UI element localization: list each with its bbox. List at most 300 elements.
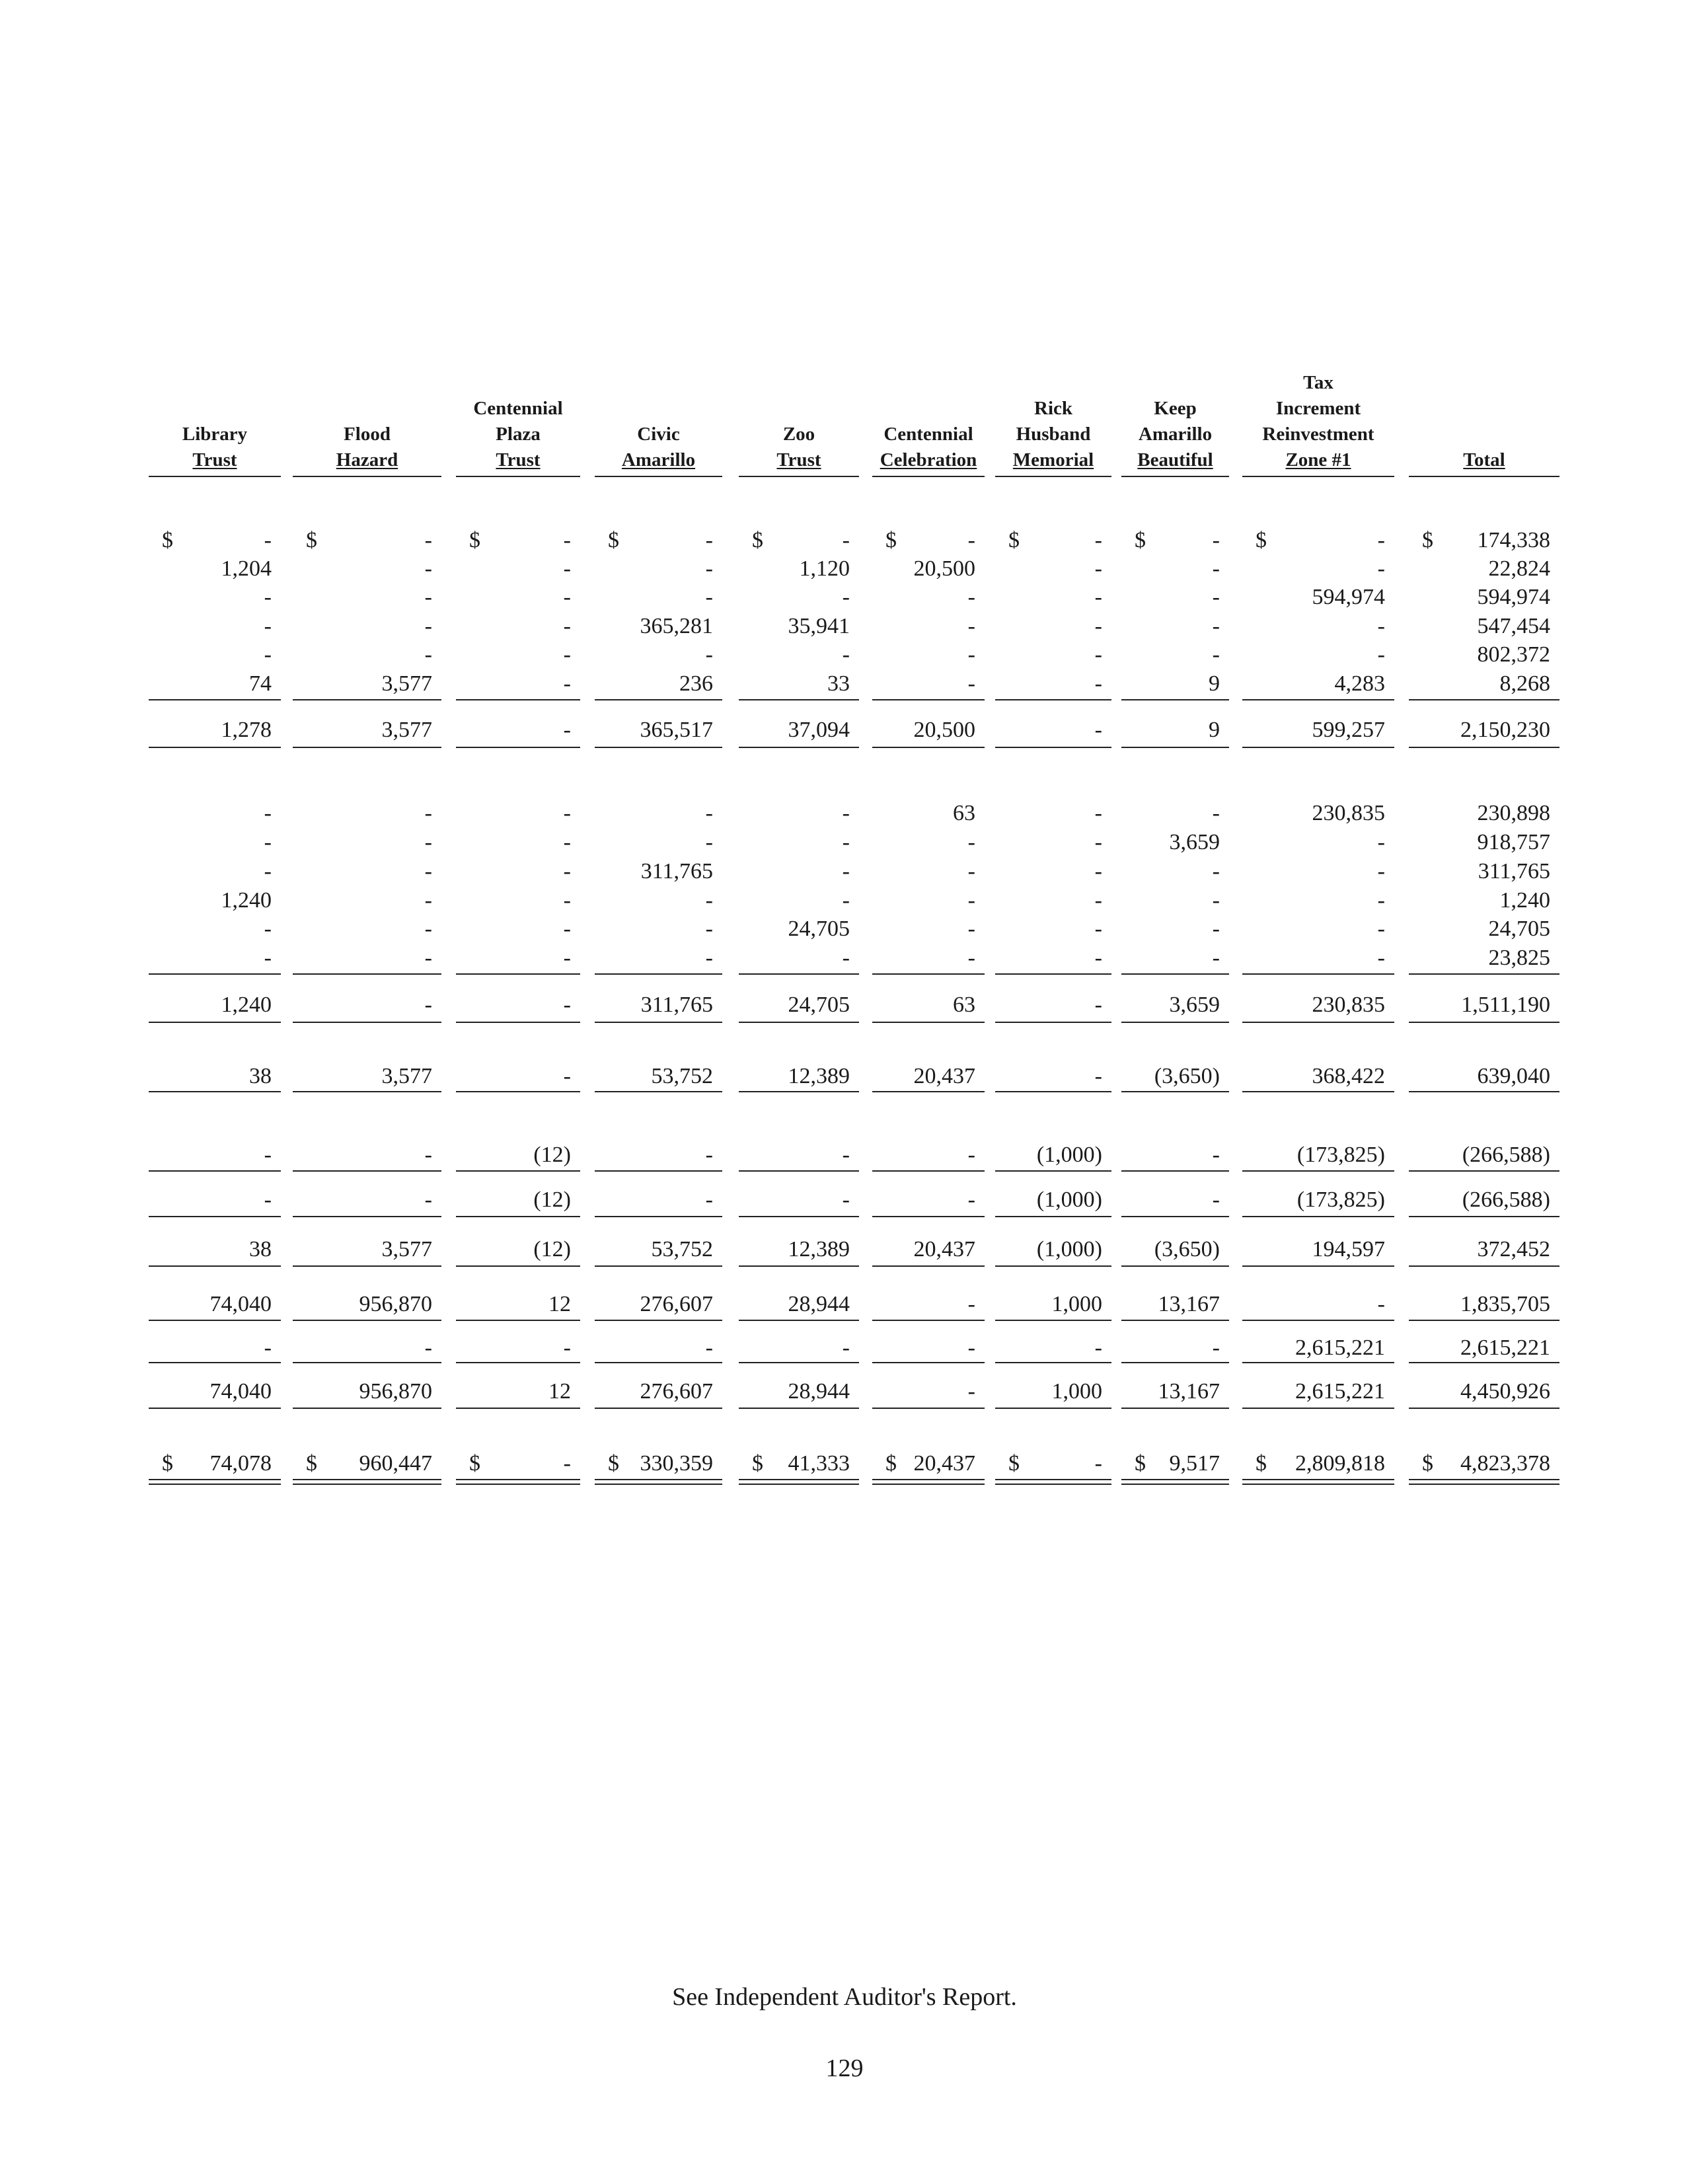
table-cell: - [1212,917,1220,941]
underline-rule [739,1320,859,1321]
underline-rule [1242,1265,1394,1267]
underline-rule [1409,973,1559,975]
underline-rule [456,1320,580,1321]
underline-rule [1242,699,1394,700]
table-cell: - [424,1187,432,1212]
table-cell: - [424,917,432,941]
underline-rule [595,1408,722,1409]
dollar-sign: $ [1135,1451,1146,1476]
table-cell: - [1212,1187,1220,1212]
table-cell: 63 [953,993,975,1017]
table-cell: - [424,642,432,667]
column-header-line: Amarillo [621,449,696,471]
header-rule [149,476,281,477]
table-cell: 230,835 [1312,801,1385,825]
table-cell: 13,167 [1158,1292,1220,1316]
table-cell: 3,577 [381,718,432,742]
underline-rule [739,1408,859,1409]
underline-rule [872,1216,985,1217]
dollar-sign: $ [1135,528,1146,552]
table-cell: - [563,830,571,854]
table-cell: 9 [1209,671,1220,696]
underline-rule [595,1170,722,1172]
underline-rule [872,1408,985,1409]
underline-rule [293,1022,441,1023]
table-cell: 37,094 [788,718,850,742]
underline-rule [149,1022,281,1023]
table-cell: - [563,556,571,581]
table-cell: - [264,1187,272,1212]
column-header-line: Centennial [883,424,973,445]
underline-rule [739,1091,859,1092]
table-cell: - [705,830,713,854]
table-cell: - [1094,614,1102,638]
table-cell: 13,167 [1158,1379,1220,1404]
table-cell: 918,757 [1477,830,1550,854]
underline-rule [456,1170,580,1172]
dollar-sign: $ [608,1451,619,1476]
table-cell: 53,752 [651,1237,713,1261]
table-cell: (1,000) [1036,1187,1102,1212]
table-cell: - [1377,614,1385,638]
table-cell: - [967,671,975,696]
underline-rule [456,1216,580,1217]
table-cell: 1,835,705 [1460,1292,1550,1316]
column-header-line: Tax [1303,372,1333,393]
table-cell: 33 [827,671,850,696]
table-cell: 372,452 [1477,1237,1550,1261]
underline-rule [1121,1216,1229,1217]
underline-rule [1242,1216,1394,1217]
underline-rule [995,1265,1111,1267]
table-cell: - [1094,671,1102,696]
table-cell: 2,150,230 [1460,718,1550,742]
table-cell: - [1212,1336,1220,1360]
table-cell: - [264,585,272,609]
table-cell: 63 [953,801,975,825]
underline-rule [595,1091,722,1092]
table-cell: 594,974 [1477,585,1550,609]
underline-rule [1242,1362,1394,1363]
underline-rule [149,1362,281,1363]
table-cell: - [842,830,850,854]
underline-rule [1121,973,1229,975]
table-cell: - [563,859,571,884]
table-cell: - [563,585,571,609]
double-underline-rule [293,1484,441,1485]
table-cell: - [1212,642,1220,667]
underline-rule [149,1265,281,1267]
table-cell: (12) [533,1187,571,1212]
underline-rule [149,699,281,700]
table-cell: - [705,801,713,825]
underline-rule [293,1408,441,1409]
table-cell: 28,944 [788,1292,850,1316]
table-cell: - [705,1187,713,1212]
table-cell: 12,389 [788,1237,850,1261]
underline-rule [995,1022,1111,1023]
table-cell: - [1094,718,1102,742]
table-cell: 1,240 [221,993,272,1017]
table-cell: - [1377,888,1385,913]
double-underline-rule [1242,1484,1394,1485]
table-cell: - [967,1379,975,1404]
underline-rule [1121,1362,1229,1363]
table-cell: (3,650) [1154,1064,1220,1088]
underline-rule [995,747,1111,748]
table-cell: - [563,801,571,825]
underline-rule [595,699,722,700]
table-cell: - [967,1187,975,1212]
table-cell: - [705,946,713,970]
underline-rule [995,1320,1111,1321]
underline-rule [149,1170,281,1172]
column-header-line: Amarillo [1138,424,1213,445]
column-header-flood-hazard [293,422,441,473]
column-header-line: Trust [496,449,541,471]
dollar-sign: $ [162,528,173,552]
table-cell: 365,281 [640,614,713,638]
table-cell: 960,447 [359,1451,432,1476]
table-cell: 2,615,221 [1295,1336,1385,1360]
column-header-rick-husband-memorial [995,396,1111,473]
column-header-line: Increment [1275,398,1361,419]
dollar-sign: $ [306,528,317,552]
table-cell: 1,278 [221,718,272,742]
table-cell: 4,450,926 [1460,1379,1550,1404]
table-cell: 41,333 [788,1451,850,1476]
table-cell: 74,040 [209,1379,272,1404]
underline-rule [739,699,859,700]
table-cell: (173,825) [1296,1143,1385,1167]
table-cell: - [264,1336,272,1360]
header-rule [1409,476,1559,477]
table-cell: 365,517 [640,718,713,742]
column-header-civic-amarillo [595,422,722,473]
column-header-keep-amarillo-beautiful [1121,396,1229,473]
dollar-sign: $ [162,1451,173,1476]
table-cell: - [705,585,713,609]
column-header-line: Hazard [336,449,398,471]
table-cell: - [424,1143,432,1167]
table-cell: - [842,859,850,884]
table-cell: - [1377,642,1385,667]
table-cell: 547,454 [1477,614,1550,638]
table-cell: - [842,946,850,970]
underline-rule [149,1091,281,1092]
underline-rule [595,747,722,748]
table-cell: 230,898 [1477,801,1550,825]
table-cell: - [967,917,975,941]
table-cell: 74 [249,671,272,696]
table-cell: - [264,801,272,825]
table-cell: 311,765 [1478,859,1550,884]
column-header-library-trust [149,422,281,473]
underline-rule [149,1320,281,1321]
underline-rule [595,973,722,975]
column-header-centennial-celebration [872,422,985,473]
table-cell: 599,257 [1312,718,1385,742]
double-underline-rule [1409,1479,1559,1480]
underline-rule [995,1362,1111,1363]
header-rule [456,476,580,477]
column-header-line: Zoo [782,424,815,445]
table-cell: - [1094,1336,1102,1360]
underline-rule [872,1265,985,1267]
table-cell: 276,607 [640,1379,713,1404]
table-cell: 20,500 [913,556,975,581]
column-header-centennial-plaza-trust [456,396,580,473]
table-cell: - [967,1143,975,1167]
table-cell: 12 [548,1379,571,1404]
header-rule [1242,476,1394,477]
underline-rule [456,1362,580,1363]
table-cell: 368,422 [1312,1064,1385,1088]
table-cell: 4,823,378 [1460,1451,1550,1476]
underline-rule [1121,699,1229,700]
table-cell: 956,870 [359,1292,432,1316]
double-underline-rule [1121,1484,1229,1485]
table-cell: 1,000 [1051,1379,1102,1404]
header-rule [293,476,441,477]
table-cell: 20,437 [913,1451,975,1476]
underline-rule [456,1022,580,1023]
double-underline-rule [149,1479,281,1480]
underline-rule [1409,1216,1559,1217]
table-cell: - [424,1336,432,1360]
table-cell: 74,040 [209,1292,272,1316]
underline-rule [595,1022,722,1023]
table-cell: 311,765 [640,859,713,884]
underline-rule [739,973,859,975]
table-cell: - [1377,830,1385,854]
table-cell: - [424,585,432,609]
header-rule [1121,476,1229,477]
underline-rule [1409,1170,1559,1172]
table-cell: - [1094,946,1102,970]
auditor-report-note: See Independent Auditor's Report. [672,1983,1017,2011]
double-underline-rule [872,1479,985,1480]
table-cell: 330,359 [640,1451,713,1476]
underline-rule [872,1362,985,1363]
underline-rule [739,1022,859,1023]
table-cell: - [842,528,850,552]
table-cell: - [1377,859,1385,884]
table-cell: 276,607 [640,1292,713,1316]
underline-rule [149,1216,281,1217]
header-rule [995,476,1111,477]
table-cell: 236 [679,671,713,696]
table-cell: 12,389 [788,1064,850,1088]
double-underline-rule [456,1484,580,1485]
table-cell: - [967,528,975,552]
dollar-sign: $ [752,528,763,552]
double-underline-rule [995,1479,1111,1480]
table-cell: - [705,1336,713,1360]
double-underline-rule [595,1484,722,1485]
underline-rule [149,973,281,975]
table-cell: - [424,946,432,970]
column-header-line: Memorial [1012,449,1094,471]
column-header-line: Rick [1034,398,1072,419]
table-cell: 1,240 [221,888,272,913]
table-cell: - [842,801,850,825]
table-cell: - [264,614,272,638]
table-cell: 12 [548,1292,571,1316]
dollar-sign: $ [885,528,897,552]
table-cell: - [1212,1143,1220,1167]
column-header-line: Zone #1 [1285,449,1351,471]
underline-rule [1409,1022,1559,1023]
table-cell: 53,752 [651,1064,713,1088]
table-cell: - [563,1336,571,1360]
column-header-line: Keep [1154,398,1197,419]
double-underline-rule [1121,1479,1229,1480]
table-cell: - [842,888,850,913]
table-cell: 2,809,818 [1295,1451,1385,1476]
table-cell: (1,000) [1036,1143,1102,1167]
underline-rule [739,1170,859,1172]
table-cell: - [563,642,571,667]
underline-rule [293,1216,441,1217]
table-cell: - [424,556,432,581]
dollar-sign: $ [1422,1451,1433,1476]
underline-rule [149,747,281,748]
dollar-sign: $ [306,1451,317,1476]
column-header-line: Beautiful [1137,449,1213,471]
underline-rule [872,1091,985,1092]
table-cell: 956,870 [359,1379,432,1404]
column-header-zoo-trust [739,422,859,473]
table-cell: 8,268 [1499,671,1550,696]
double-underline-rule [149,1484,281,1485]
table-cell: - [1094,993,1102,1017]
table-cell: - [1377,1292,1385,1316]
double-underline-rule [872,1484,985,1485]
underline-rule [456,1265,580,1267]
table-cell: - [563,993,571,1017]
underline-rule [995,699,1111,700]
underline-rule [293,1362,441,1363]
table-cell: - [264,859,272,884]
header-rule [739,476,859,477]
underline-rule [1121,1265,1229,1267]
underline-rule [872,699,985,700]
column-header-line: Plaza [496,424,541,445]
dollar-sign: $ [885,1451,897,1476]
underline-rule [595,1265,722,1267]
table-cell: 1,511,190 [1461,993,1550,1017]
column-header-line: Library [182,424,248,445]
table-cell: - [1212,801,1220,825]
table-cell: - [563,614,571,638]
table-cell: - [264,528,272,552]
table-cell: 74,078 [209,1451,272,1476]
table-cell: 38 [249,1237,272,1261]
table-cell: - [563,671,571,696]
table-cell: (266,588) [1462,1187,1550,1212]
column-header-line: Trust [192,449,237,471]
table-cell: - [1094,585,1102,609]
table-cell: 22,824 [1488,556,1550,581]
underline-rule [293,1091,441,1092]
underline-rule [293,1320,441,1321]
underline-rule [456,1091,580,1092]
double-underline-rule [595,1479,722,1480]
table-cell: 24,705 [1488,917,1550,941]
table-cell: - [563,528,571,552]
underline-rule [1242,1091,1394,1092]
table-cell: 1,204 [221,556,272,581]
table-cell: - [1212,528,1220,552]
table-cell: 9,517 [1169,1451,1220,1476]
underline-rule [1121,1320,1229,1321]
table-cell: - [1094,801,1102,825]
table-cell: - [1377,946,1385,970]
underline-rule [739,747,859,748]
table-cell: - [842,642,850,667]
table-cell: - [264,642,272,667]
table-cell: - [705,917,713,941]
header-rule [872,476,985,477]
underline-rule [995,1170,1111,1172]
table-cell: 38 [249,1064,272,1088]
table-cell: - [563,946,571,970]
underline-rule [1409,1408,1559,1409]
underline-rule [293,973,441,975]
dollar-sign: $ [469,1451,480,1476]
underline-rule [149,1408,281,1409]
table-cell: - [842,1336,850,1360]
underline-rule [1121,747,1229,748]
table-cell: - [1212,859,1220,884]
column-header-tif-zone-1 [1242,370,1394,473]
table-cell: 1,240 [1499,888,1550,913]
underline-rule [456,699,580,700]
table-cell: 1,120 [799,556,850,581]
table-cell: - [563,718,571,742]
table-cell: 20,437 [913,1064,975,1088]
page-number: 129 [825,2054,864,2082]
underline-rule [1409,699,1559,700]
table-cell: 194,597 [1312,1237,1385,1261]
table-cell: 23,825 [1488,946,1550,970]
table-cell: - [967,614,975,638]
table-cell: - [967,642,975,667]
table-cell: 28,944 [788,1379,850,1404]
table-cell: - [264,1143,272,1167]
table-cell: - [1094,642,1102,667]
table-cell: - [1377,556,1385,581]
column-header-line: Celebration [880,449,977,471]
table-cell: - [1212,888,1220,913]
table-cell: 230,835 [1312,993,1385,1017]
table-cell: (173,825) [1296,1187,1385,1212]
underline-rule [1242,973,1394,975]
column-header-line: Civic [637,424,680,445]
table-cell: (3,650) [1154,1237,1220,1261]
underline-rule [872,1320,985,1321]
table-cell: 2,615,221 [1295,1379,1385,1404]
table-cell: - [967,830,975,854]
underline-rule [1242,1170,1394,1172]
dollar-sign: $ [1008,1451,1020,1476]
table-cell: - [967,859,975,884]
underline-rule [995,1408,1111,1409]
underline-rule [872,1022,985,1023]
table-cell: 9 [1209,718,1220,742]
table-cell: 3,577 [381,671,432,696]
